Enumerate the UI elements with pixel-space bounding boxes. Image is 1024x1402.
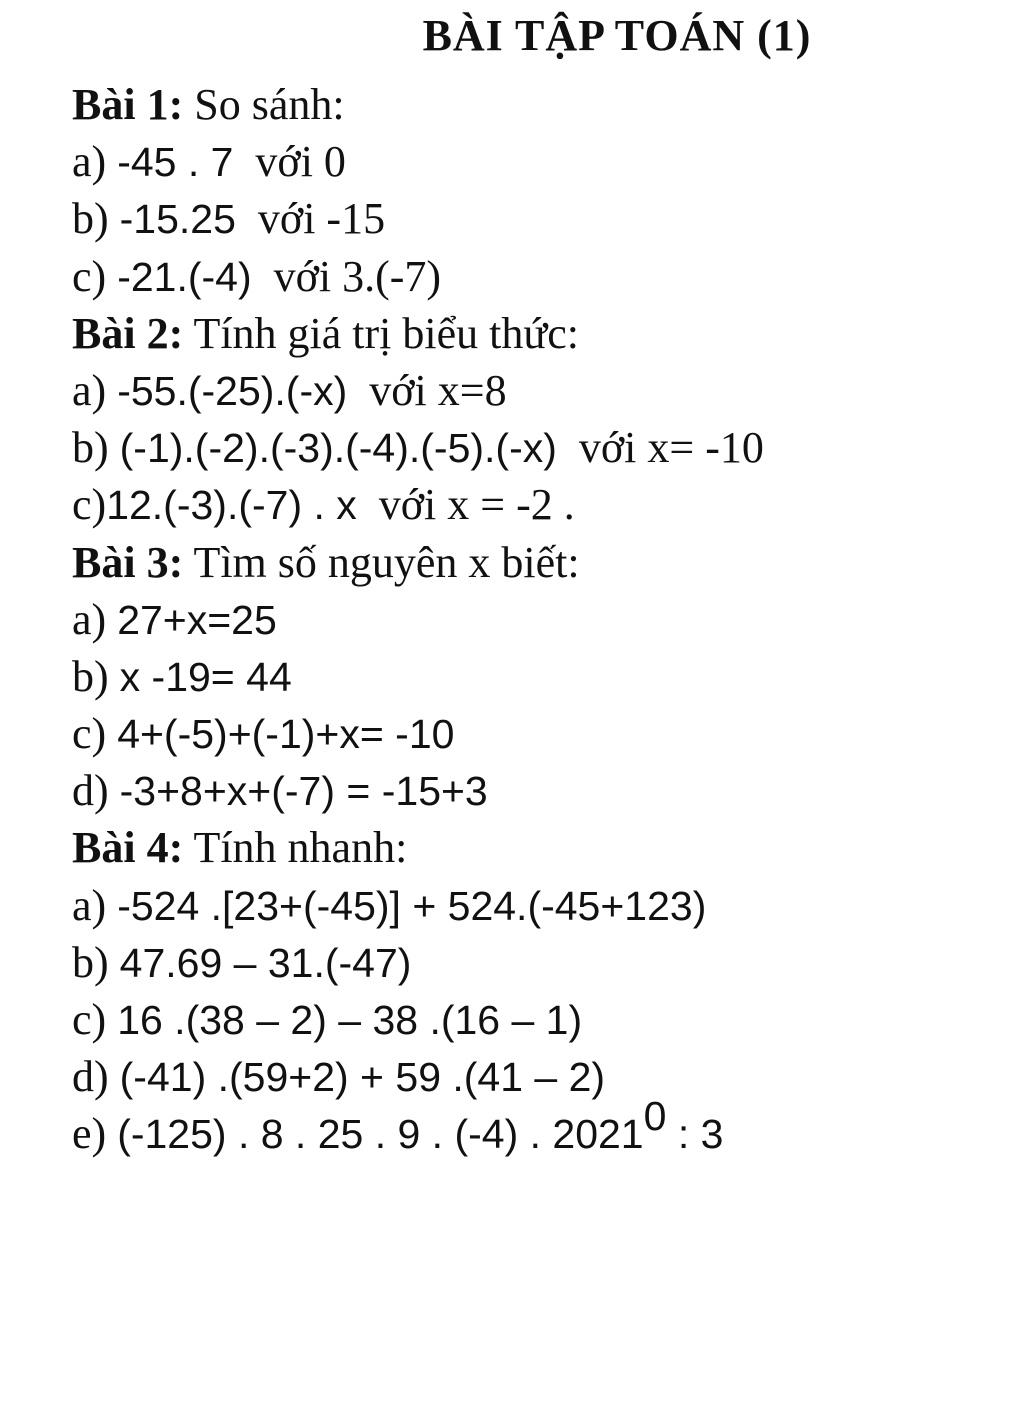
- exercise-item: [72, 934, 1012, 991]
- item-label: c): [72, 995, 118, 1044]
- item-label: a): [72, 137, 118, 187]
- item-label: b): [72, 651, 120, 701]
- item-expression: -45 . 7: [117, 139, 234, 186]
- item-expression: -55.(-25).(-x): [117, 367, 348, 414]
- exercise-number: Bài 2:: [72, 308, 184, 358]
- exercise-item: [72, 362, 1012, 419]
- exercise-item: [72, 476, 1012, 533]
- exercise-instruction: So sánh:: [183, 80, 345, 129]
- item-label: b): [72, 423, 120, 473]
- item-expression: (-125) . 8 . 25 . 9 . (-4) . 2021: [117, 1111, 644, 1158]
- item-expression: 4+(-5)+(-1)+x= -10: [117, 711, 455, 758]
- item-expression: -524 .[23+(-45)] + 524.(-45+123): [117, 882, 707, 929]
- exercise-number: Bài 4:: [72, 823, 184, 873]
- item-label: e): [72, 1109, 118, 1159]
- exercise-list: [72, 76, 1012, 1163]
- exercise-item: [72, 133, 1012, 190]
- exercise-item: [72, 877, 1012, 934]
- exercise-heading-3: [72, 534, 1012, 591]
- item-expression: (-41) .(59+2) + 59 .(41 – 2): [119, 1054, 606, 1101]
- item-expression: (-1).(-2).(-3).(-4).(-5).(-x): [119, 425, 557, 472]
- exercise-item: [72, 762, 1012, 819]
- item-expression: 16 .(38 – 2) – 38 .(16 – 1): [117, 997, 583, 1043]
- item-expression: -15.25: [119, 196, 236, 243]
- page-title: BÀI TẬP TOÁN (1): [422, 11, 812, 60]
- item-condition: với x= -10: [556, 423, 764, 473]
- item-condition: với x=8: [347, 365, 507, 415]
- item-label: a): [72, 365, 118, 415]
- item-expression: 47.69 – 31.(-47): [119, 939, 412, 986]
- exercise-heading-4: [72, 819, 1012, 876]
- exercise-item: [72, 991, 1012, 1048]
- item-expression-tail: : 3: [666, 1111, 724, 1158]
- exercise-instruction: Tính giá trị biểu thức:: [183, 308, 579, 358]
- exercise-number: Bài 3:: [72, 537, 184, 587]
- item-expression: 27+x=25: [117, 596, 277, 643]
- item-label: b): [72, 937, 120, 987]
- exercise-heading-1: [72, 76, 1012, 133]
- exercise-item: [72, 190, 1012, 247]
- item-label: d): [72, 766, 120, 816]
- exercise-number: Bài 1:: [72, 80, 184, 129]
- item-expression: -3+8+x+(-7) = -15+3: [119, 768, 488, 815]
- item-condition: với x = -2 .: [356, 480, 575, 530]
- exercise-item: [72, 248, 1012, 305]
- exponent: 0: [643, 1093, 667, 1140]
- item-expression: 12.(-3).(-7) . x: [106, 482, 357, 529]
- item-label: a): [72, 880, 118, 930]
- exercise-item: [72, 419, 1012, 476]
- exercise-instruction: Tính nhanh:: [183, 823, 408, 873]
- exercise-item: [72, 591, 1012, 648]
- item-label: a): [72, 594, 118, 644]
- item-label: d): [72, 1052, 120, 1102]
- item-condition: với 3.(-7): [251, 251, 442, 301]
- item-expression: -21.(-4): [117, 253, 252, 300]
- item-expression: x -19= 44: [119, 653, 292, 700]
- item-condition: với -15: [235, 194, 386, 244]
- item-label: c): [72, 251, 118, 301]
- exercise-item: [72, 648, 1012, 705]
- exercise-item: [72, 1048, 1012, 1105]
- exercise-item: [72, 1093, 1012, 1162]
- item-label: b): [72, 194, 120, 244]
- exercise-instruction: Tìm số nguyên x biết:: [183, 537, 580, 587]
- item-label: c): [72, 480, 107, 530]
- exercise-heading-2: [72, 305, 1012, 362]
- exercise-item: [72, 705, 1012, 762]
- item-condition: với 0: [233, 137, 346, 187]
- item-label: c): [72, 709, 118, 759]
